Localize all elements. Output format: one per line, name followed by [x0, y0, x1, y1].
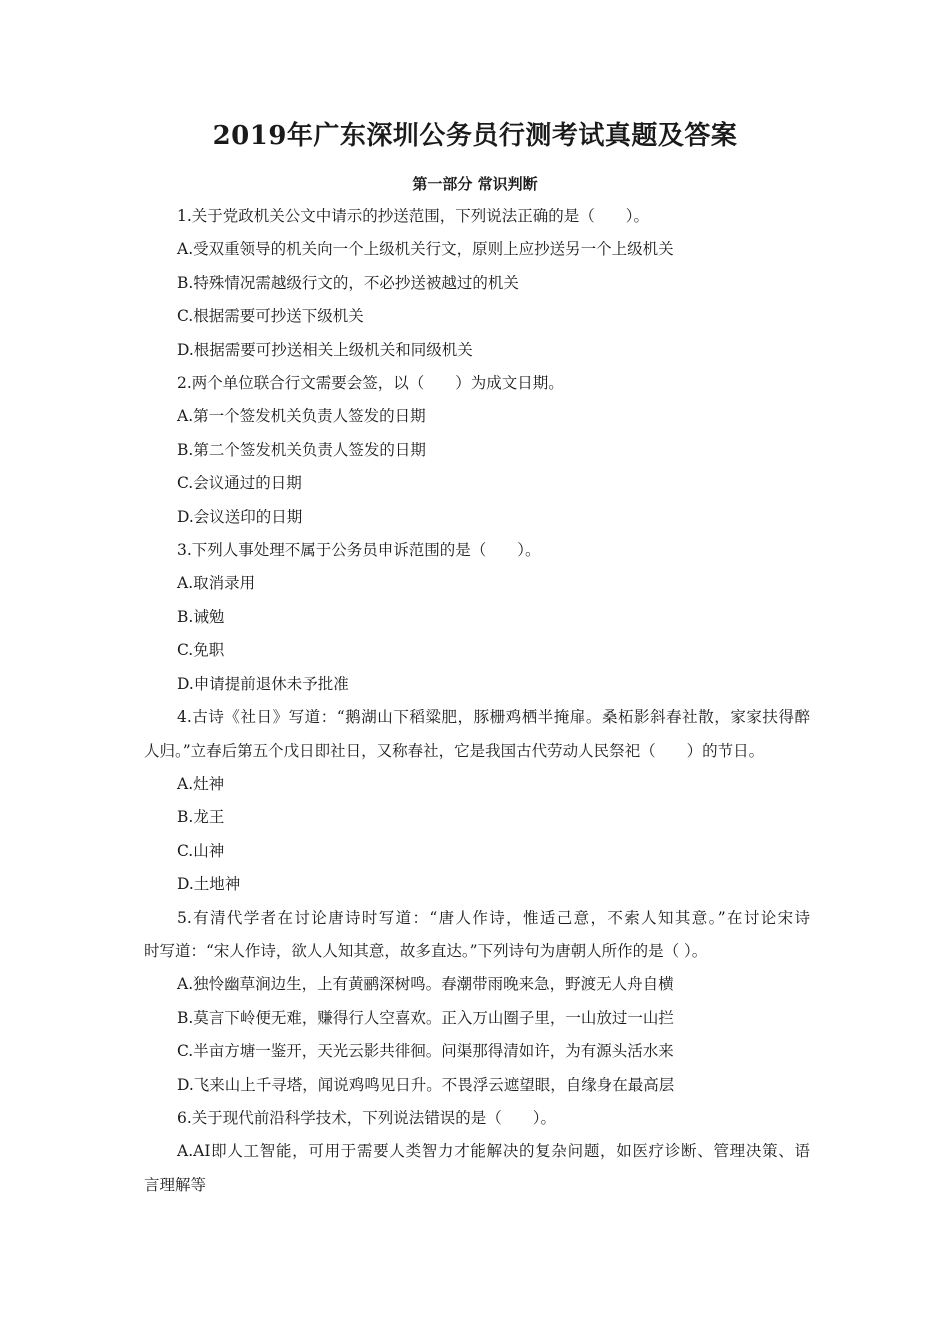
- question-5-stem-line-1: 5.有清代学者在讨论唐诗时写道：“唐人作诗，惟适己意，不索人知其意。”在讨论宋诗: [177, 908, 810, 927]
- question-1-option-c: C.根据需要可抄送下级机关: [177, 307, 364, 326]
- question-5-option-d: D.飞来山上千寻塔，闻说鸡鸣见日升。不畏浮云遮望眼，自缘身在最高层: [177, 1075, 675, 1094]
- question-3-option-b: B.诫勉: [177, 607, 225, 626]
- question-4-option-c: C.山神: [177, 841, 225, 860]
- question-4-stem-line-1: 4.古诗《社日》写道：“鹅湖山下稻粱肥，豚栅鸡栖半掩扉。桑柘影斜春社散，家家扶得醉: [177, 708, 810, 727]
- question-4-option-a: A.灶神: [177, 774, 225, 793]
- question-1-stem: 1.关于党政机关公文中请示的抄送范围，下列说法正确的是（ ）。: [177, 207, 650, 225]
- question-5-option-c: C.半亩方塘一鉴开，天光云影共徘徊。问渠那得清如许，为有源头活水来: [177, 1042, 674, 1061]
- question-2-stem: 2.两个单位联合行文需要会签，以（ ）为成文日期。: [177, 374, 564, 393]
- question-2-option-d: D.会议送印的日期: [177, 507, 303, 526]
- question-6-option-a-line-1: A.AI即人工智能，可用于需要人类智力才能解决的复杂问题，如医疗诊断、管理决策、语: [177, 1142, 810, 1161]
- question-4-option-b: B.龙王: [177, 808, 225, 827]
- question-3-option-c: C.免职: [177, 641, 225, 660]
- question-list: [144, 200, 810, 1202]
- question-3-stem: 3.下列人事处理不属于公务员申诉范围的是（ ）。: [177, 541, 541, 560]
- question-6-option-a-line-2: 言理解等: [144, 1175, 207, 1194]
- section-heading: 第一部分 常识判断: [412, 175, 538, 193]
- question-5-option-a: A.独怜幽草涧边生，上有黄鹂深树鸣。春潮带雨晚来急，野渡无人舟自横: [177, 975, 674, 994]
- question-2-option-c: C.会议通过的日期: [177, 474, 302, 493]
- question-2-option-a: A.第一个签发机关负责人签发的日期: [177, 407, 426, 426]
- question-1-option-a: A.受双重领导的机关向一个上级机关行文，原则上应抄送另一个上级机关: [177, 240, 674, 259]
- question-2-option-b: B.第二个签发机关负责人签发的日期: [177, 440, 426, 459]
- document-title: 2019年广东深圳公务员行测考试真题及答案: [212, 121, 738, 151]
- question-5-option-b: B.莫言下岭便无难，赚得行人空喜欢。正入万山圈子里，一山放过一山拦: [177, 1008, 674, 1027]
- question-4-stem-line-2: 人归。”立春后第五个戊日即社日，又称春社，它是我国古代劳动人民祭祀（ ）的节日。: [144, 741, 765, 760]
- question-5-stem-line-2: 时写道：“宋人作诗，欲人人知其意，故多直达。”下列诗句为唐朝人所作的是（ ）。: [144, 941, 708, 960]
- question-4-option-d: D.土地神: [177, 875, 241, 894]
- question-6-stem: 6.关于现代前沿科学技术，下列说法错误的是（ ）。: [177, 1108, 557, 1127]
- question-1-option-b: B.特殊情况需越级行文的，不必抄送被越过的机关: [177, 273, 519, 292]
- question-1-option-d: D.根据需要可抄送相关上级机关和同级机关: [177, 340, 473, 359]
- question-3-option-a: A.取消录用: [177, 574, 256, 593]
- question-3-option-d: D.申请提前退休未予批准: [177, 674, 349, 693]
